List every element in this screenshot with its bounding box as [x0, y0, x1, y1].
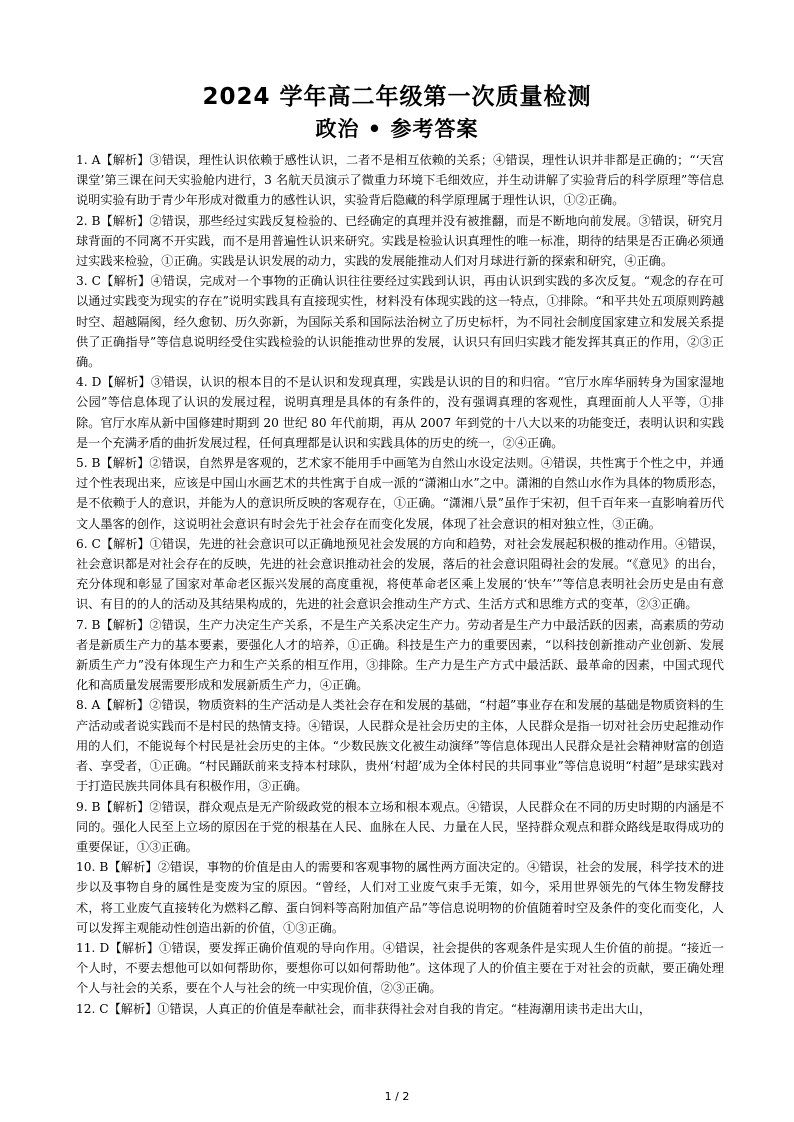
answer-item: 12. C【解析】①错误，人真正的价值是奉献社会，而非获得社会对自我的肯定。“桂海潮用读书走出大山， [76, 1001, 652, 1016]
answer-item: 7. B【解析】②错误，生产力决定生产关系，不是生产关系决定生产力。劳动者是生产力中最活跃的因素，高素质的劳动者是新质生产力的基本要素，要强化人才的培养，①正确。科技是生产力的重要因素，“以科技创新推动产业创新、发展新质生产力”没有体现生产力和生产关系的相互作用，③排除。生产力是生产方式中最活跃、最革命的因素，中国式现代化和高质量发展需要形成和发展新质生产力，④正确。 [76, 617, 724, 693]
answer-item: 6. C【解析】①错误，先进的社会意识可以正确地预见社会发展的方向和趋势，对社会发展起积极的推动作用。④错误，社会意识都是对社会存在的反映，先进的社会意识推动社会的发展，落后的社会意识阻碍社会的发展。“《意见》的出台，充分体现和彰显了国家对革命老区振兴发展的高度重视，将使革命老区乘上发展的‘快车’”等信息表明社会历史是由有意识、有目的的人的活动及其结果构成的，先进的社会意识会推动生产方式、生活方式和思维方式的变革，②③正确。 [76, 536, 724, 612]
answer-item: 1. A【解析】③错误，理性认识依赖于感性认识，二者不是相互依赖的关系；④错误，理性认识并非都是正确的；“‘天宫课堂’第三课在问天实验舱内进行，3 名航天员演示了微重力环境下毛细效应，并生动讲解了实验背后的科学原理”等信息说明实验有助于青少年形成对微重力的感性认识，实验背后隐藏的科学原理属于理性认识，①②正确。 [76, 153, 724, 208]
answer-item: 3. C【解析】④错误，完成对一个事物的正确认识往往要经过实践到认识，再由认识到实践的多次反复。“观念的存在可以通过实践变为现实的存在”说明实践具有直接现实性，材料没有体现实践的这一特点，①排除。“和平共处五项原则跨越时空、超越隔阂，经久愈韧、历久弥新，为国际关系和国际法治树立了历史标杆，为不同社会制度国家建立和发展关系提供了正确指导”等信息说明经受住实践检验的认识能推动世界的发展，认识只有回归实践才能发挥其真正的作用，②③正确。 [76, 274, 724, 370]
answer-item: 10. B【解析】②错误，事物的价值是由人的需要和客观事物的属性两方面决定的。④错误，社会的发展，科学技术的进步以及事物自身的属性是变废为宝的原因。“曾经，人们对工业废气束手无策，如今，采用世界领先的气体生物发酵技术，将工业废气直接转化为燃料乙醇、蛋白饲料等高附加值产品”等信息说明物的价值随着时空及条件的变化而变化，人可以发挥主观能动性创造出新的价值，①③正确。 [76, 860, 724, 935]
answer-item: 11. D【解析】①错误，要发挥正确价值观的导向作用。④错误，社会提供的客观条件是实现人生价值的前提。“接近一个人时，不要去想他可以如何帮助你，要想你可以如何帮助他”。这体现了人的价值主要在于对社会的贡献，要正确处理个人与社会的关系，要在个人与社会的统一中实现价值，②③正确。 [76, 940, 724, 996]
answer-item: 2. B【解析】②错误，那些经过实践反复检验的、已经确定的真理并没有被推翻，而是不断地向前发展。③错误，研究月球背面的不同离不开实践，而不是用普遍性认识来研究。实践是检验认识真理性的唯一标准，期待的结果是否正确必须通过实践来检验，①正确。实践是认识发展的动力，实践的发展能推动人们对月球进行新的探索和研究，④正确。 [76, 213, 724, 269]
answer-item: 9. B【解析】②错误，群众观点是无产阶级政党的根本立场和根本观点。④错误，人民群众在不同的历史时期的内涵是不同的。强化人民至上立场的原因在于党的根基在人民、血脉在人民、力量在人民，坚持群众观点和群众路线是取得成功的重要保证，①③正确。 [76, 799, 724, 854]
answer-item: 8. A【解析】②错误，物质资料的生产活动是人类社会存在和发展的基础，“村超”事业存在和发展的基础是物质资料的生产活动或者说实践而不是村民的热情支持。④错误，人民群众是社会历史的主体，人民群众是指一切对社会历史起推动作用的人们，不能说每个村民是社会历史的主体。“少数民族文化被生动演绎”等信息体现出人民群众是社会精神财富的创造者、享受者，①正确。“村民踊跃前来支持本村球队，贵州‘村超’成为全体村民的共同事业”等信息说明“村超”是球实践对于打造民族共同体具有积极作用，③正确。 [76, 698, 724, 794]
answers-section [76, 150, 724, 1019]
page-number: 1 / 2 [384, 1090, 410, 1103]
answer-item: 5. B【解析】②错误，自然界是客观的，艺术家不能用手中画笔为自然山水设定法则。④错误，共性寓于个性之中，并通过个性表现出来，应该是中国山水画艺术的共性寓于自成一派的“潇湘山水”之中。潇湘的自然山水作为具体的物质形态，是不依赖于人的意识，并能为人的意识所反映的客观存在，①正确。“潇湘八景”虽作于宋初，但千百年来一直影响着历代文人墨客的创作，这说明社会意识有时会先于社会存在而变化发展，体现了社会意识的相对独立性，③正确。 [76, 456, 724, 531]
exam-title: 2024 学年高二年级第一次质量检测 [202, 84, 592, 110]
answer-key-subtitle: 政治 • 参考答案 [315, 117, 479, 141]
answer-item: 4. D【解析】③错误，认识的根本目的不是认识和发现真理，实践是认识的目的和归宿。“官厅水库华丽转身为国家湿地公园”等信息体现了认识的发展过程，说明真理是具体的有条件的，没有强调真理的客观性，真理面前人人平等，①排除。官厅水库从新中国修建时期到 20 世纪 80 年代前期，再从 2007 年到党的十八大以来的功能变迁，表明认识和实践是一个充满矛盾的曲折发展过程，任何真理都是认识和实践具体的历史的统一，②④正确。 [76, 375, 724, 450]
